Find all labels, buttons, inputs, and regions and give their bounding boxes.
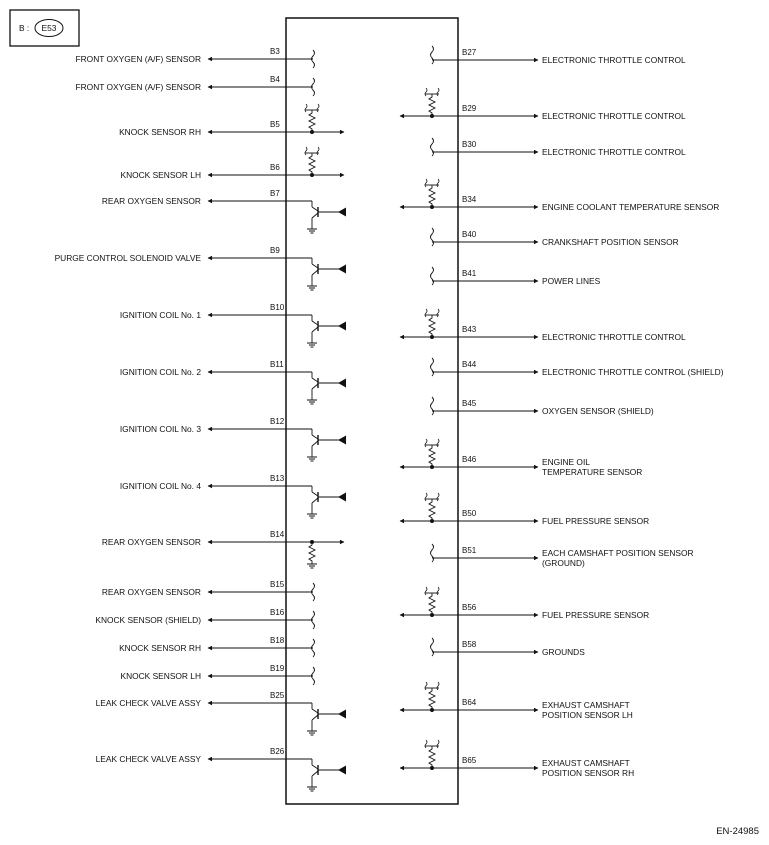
pin-label: GROUNDS: [542, 647, 585, 657]
pin-number: B10: [270, 303, 285, 312]
pin-number: B46: [462, 455, 477, 464]
bias-break-left: [425, 88, 427, 96]
bias-break-right: [317, 147, 319, 155]
collector-arm: [312, 492, 318, 496]
connector-break-symbol: [431, 138, 434, 156]
resistor-zigzag: [429, 315, 435, 337]
left-pin-b14: [102, 530, 344, 568]
bias-break-left: [425, 740, 427, 748]
junction-dot: [430, 766, 434, 770]
connector-break-symbol: [431, 228, 434, 246]
pin-number: B58: [462, 640, 477, 649]
junction-dot: [310, 173, 314, 177]
pin-label: REAR OXYGEN SENSOR: [101, 196, 201, 206]
right-pin-b64: [400, 682, 633, 720]
pin-number: B51: [462, 546, 477, 555]
resistor-zigzag: [309, 110, 315, 132]
bias-break-left: [425, 493, 427, 501]
pin-number: B29: [462, 104, 477, 113]
left-pin-b18: [119, 636, 314, 657]
collector-arm: [312, 378, 318, 382]
bias-break-right: [437, 740, 439, 748]
connector-break-symbol: [431, 397, 434, 415]
right-pin-b43: [400, 309, 686, 342]
right-pin-b40: [431, 228, 679, 247]
left-pin-b4: [76, 75, 315, 96]
emitter-arm: [312, 213, 318, 218]
pin-label: KNOCK SENSOR LH: [120, 671, 201, 681]
pin-number: B9: [270, 246, 280, 255]
connector-id-box: [10, 10, 79, 46]
junction-dot: [430, 335, 434, 339]
pin-number: B4: [270, 75, 280, 84]
pin-label: KNOCK SENSOR RH: [119, 643, 201, 653]
right-pin-b27: [431, 46, 686, 65]
left-pin-b5: [119, 104, 344, 137]
drive-arrow: [338, 436, 346, 445]
pin-label: IGNITION COIL No. 3: [119, 424, 201, 434]
collector-arm: [312, 709, 318, 713]
pin-number: B34: [462, 195, 477, 204]
pin-number: B16: [270, 608, 285, 617]
pin-number: B44: [462, 360, 477, 369]
emitter-arm: [312, 441, 318, 446]
drive-arrow: [338, 766, 346, 775]
pin-number: B64: [462, 698, 477, 707]
bias-break-right: [317, 104, 319, 112]
drive-arrow: [338, 379, 346, 388]
bias-break-right: [437, 587, 439, 595]
bias-break-left: [425, 309, 427, 317]
pin-label: FUEL PRESSURE SENSOR: [542, 516, 650, 526]
pin-label: KNOCK SENSOR LH: [120, 170, 201, 180]
right-pin-b44: [431, 358, 724, 377]
pin-number: B43: [462, 325, 477, 334]
pin-label: FRONT OXYGEN (A/F) SENSOR: [75, 54, 201, 64]
left-pin-b16: [95, 608, 314, 629]
pin-label: ELECTRONIC THROTTLE CONTROL: [542, 147, 686, 157]
bias-break-left: [425, 439, 427, 447]
pin-number: B50: [462, 509, 477, 518]
pin-label: LEAK CHECK VALVE ASSY: [95, 754, 201, 764]
pin-number: B6: [270, 163, 280, 172]
pin-label: ENGINE COOLANT TEMPERATURE SENSOR: [542, 202, 720, 212]
pin-number: B7: [270, 189, 280, 198]
pin-number: B14: [270, 530, 285, 539]
pin-label: PURGE CONTROL SOLENOID VALVE: [54, 253, 201, 263]
pin-label: TEMPERATURE SENSOR: [542, 467, 643, 477]
junction-dot: [310, 130, 314, 134]
pin-number: B40: [462, 230, 477, 239]
right-pin-b46: [400, 439, 642, 477]
right-pin-b65: [400, 740, 634, 778]
bias-break-right: [437, 88, 439, 96]
connector-break-symbol: [431, 638, 434, 656]
pin-label: FUEL PRESSURE SENSOR: [542, 610, 650, 620]
junction-dot: [430, 465, 434, 469]
pin-number: B45: [462, 399, 477, 408]
emitter-arm: [312, 270, 318, 275]
resistor-zigzag: [429, 185, 435, 207]
connector-break-symbol: [431, 358, 434, 376]
pin-label: REAR OXYGEN SENSOR: [101, 587, 201, 597]
bias-break-right: [437, 682, 439, 690]
pin-number: B15: [270, 580, 285, 589]
resistor-zigzag: [429, 593, 435, 615]
right-pin-b51: [431, 544, 694, 568]
pin-label: ELECTRONIC THROTTLE CONTROL: [542, 111, 686, 121]
connector-break-symbol: [431, 267, 434, 285]
connector-prefix: B :: [19, 23, 30, 33]
pin-label: CRANKSHAFT POSITION SENSOR: [542, 237, 679, 247]
pin-label: ELECTRONIC THROTTLE CONTROL: [542, 332, 686, 342]
resistor-zigzag: [309, 153, 315, 175]
bias-break-right: [437, 179, 439, 187]
pin-label: POSITION SENSOR LH: [542, 710, 633, 720]
connector-break-symbol: [431, 544, 434, 562]
right-pin-b45: [431, 397, 654, 416]
right-pin-b58: [431, 638, 586, 657]
pin-label: EXHAUST CAMSHAFT: [542, 700, 630, 710]
resistor-zigzag: [429, 688, 435, 710]
junction-dot: [430, 114, 434, 118]
pin-label: KNOCK SENSOR RH: [119, 127, 201, 137]
pin-label: FRONT OXYGEN (A/F) SENSOR: [75, 82, 201, 92]
left-pin-b9: [55, 246, 346, 290]
left-pin-b7: [102, 189, 346, 233]
resistor-zigzag: [429, 445, 435, 467]
left-pin-group: [55, 47, 346, 791]
collector-arm: [312, 321, 318, 325]
left-pin-b15: [102, 580, 315, 601]
bias-break-left: [305, 147, 307, 155]
right-pin-b30: [431, 138, 686, 157]
emitter-arm: [312, 498, 318, 503]
pin-number: B65: [462, 756, 477, 765]
left-pin-b10: [120, 303, 346, 347]
junction-dot: [430, 205, 434, 209]
junction-dot: [430, 708, 434, 712]
left-pin-b13: [120, 474, 346, 518]
collector-arm: [312, 435, 318, 439]
drive-arrow: [338, 710, 346, 719]
drive-arrow: [338, 493, 346, 502]
pin-label: ENGINE OIL: [542, 457, 590, 467]
emitter-arm: [312, 771, 318, 776]
drive-arrow: [338, 322, 346, 331]
pin-label: EACH CAMSHAFT POSITION SENSOR: [542, 548, 694, 558]
junction-dot: [430, 519, 434, 523]
pin-label: IGNITION COIL No. 1: [119, 310, 201, 320]
collector-arm: [312, 207, 318, 211]
left-pin-b26: [96, 747, 346, 791]
pin-number: B25: [270, 691, 285, 700]
pin-number: B18: [270, 636, 285, 645]
left-pin-b6: [120, 147, 344, 180]
pin-number: B11: [270, 360, 284, 369]
pin-label: OXYGEN SENSOR (SHIELD): [542, 406, 654, 416]
pin-number: B13: [270, 474, 285, 483]
left-pin-b25: [96, 691, 346, 735]
resistor-zigzag: [429, 499, 435, 521]
pin-number: B30: [462, 140, 477, 149]
emitter-arm: [312, 327, 318, 332]
junction-dot: [430, 613, 434, 617]
bias-break-left: [425, 179, 427, 187]
pin-label: IGNITION COIL No. 2: [119, 367, 201, 377]
resistor-zigzag: [309, 542, 315, 564]
left-pin-b11: [120, 360, 346, 404]
pin-label: EXHAUST CAMSHAFT: [542, 758, 630, 768]
left-pin-b12: [120, 417, 346, 461]
emitter-arm: [312, 384, 318, 389]
bias-break-right: [437, 493, 439, 501]
right-pin-b34: [400, 179, 719, 212]
pin-label: IGNITION COIL No. 4: [119, 481, 201, 491]
pin-number: B41: [462, 269, 477, 278]
pin-number: B26: [270, 747, 285, 756]
resistor-zigzag: [429, 94, 435, 116]
pin-label: ELECTRONIC THROTTLE CONTROL: [542, 55, 686, 65]
footer-code: EN-24985: [716, 826, 759, 837]
collector-arm: [312, 264, 318, 268]
left-pin-b3: [76, 47, 315, 68]
right-pin-group: [400, 46, 724, 778]
right-pin-b29: [400, 88, 686, 121]
right-pin-b41: [431, 267, 601, 286]
pin-label: POSITION SENSOR RH: [542, 768, 635, 778]
drive-arrow: [338, 208, 346, 217]
pin-label: REAR OXYGEN SENSOR: [101, 537, 201, 547]
collector-arm: [312, 765, 318, 769]
pin-number: B56: [462, 603, 477, 612]
pin-label: (GROUND): [542, 558, 585, 568]
pin-number: B12: [270, 417, 285, 426]
pin-number: B5: [270, 120, 280, 129]
pin-label: ELECTRONIC THROTTLE CONTROL (SHIELD): [542, 367, 724, 377]
resistor-zigzag: [429, 746, 435, 768]
bias-break-right: [437, 309, 439, 317]
drive-arrow: [338, 265, 346, 274]
bias-break-right: [437, 439, 439, 447]
bias-break-left: [305, 104, 307, 112]
pin-number: B19: [270, 664, 285, 673]
right-pin-b56: [400, 587, 649, 620]
pin-number: B27: [462, 48, 477, 57]
connector-break-symbol: [431, 46, 434, 64]
emitter-arm: [312, 715, 318, 720]
pin-label: KNOCK SENSOR (SHIELD): [95, 615, 201, 625]
bias-break-left: [425, 682, 427, 690]
pin-number: B3: [270, 47, 280, 56]
right-pin-b50: [400, 493, 649, 526]
bias-break-left: [425, 587, 427, 595]
pin-label: LEAK CHECK VALVE ASSY: [95, 698, 201, 708]
connector-id: E53: [41, 23, 57, 33]
pin-label: POWER LINES: [542, 276, 601, 286]
